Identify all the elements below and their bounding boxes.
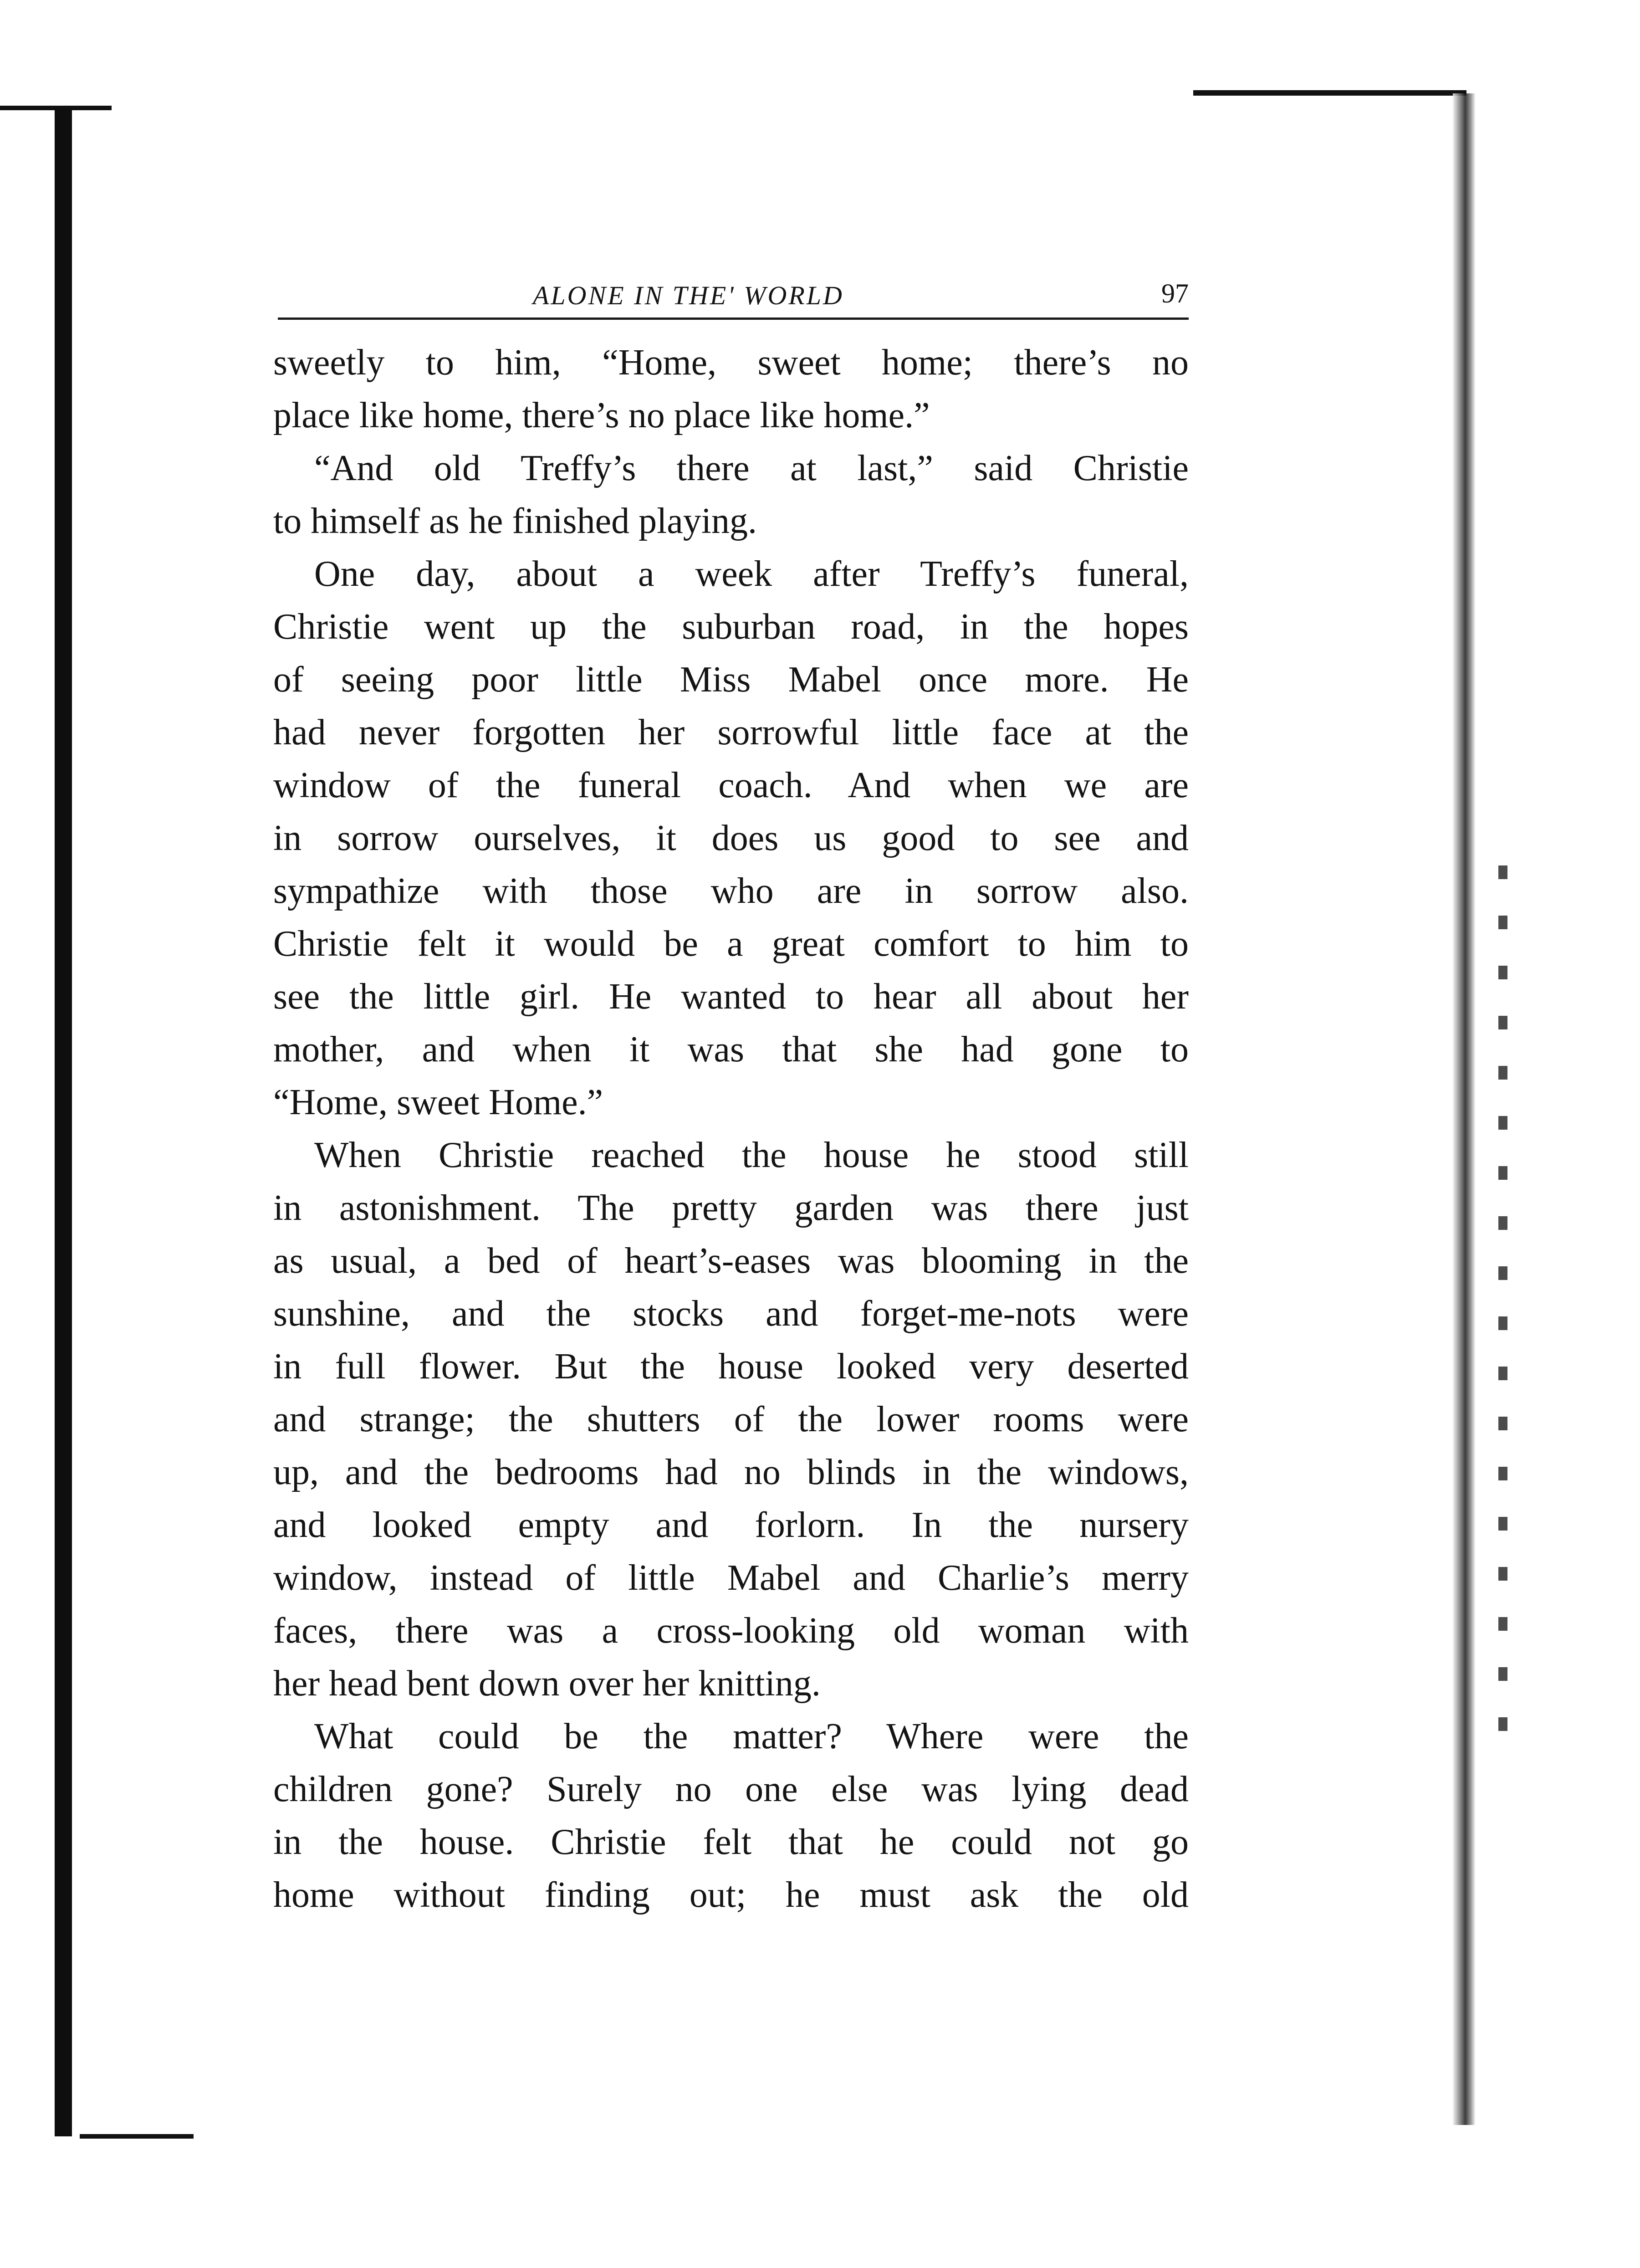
text-line: in full flower. But the house looked very deserted — [273, 1346, 1189, 1387]
text-line: children gone? Surely no one else was lying dead — [273, 1769, 1189, 1809]
text-line: in astonishment. The pretty garden was there just — [273, 1188, 1189, 1228]
text-line: to himself as he finished playing. — [273, 501, 757, 541]
text-line: and looked empty and forlorn. In the nursery — [273, 1505, 1189, 1545]
page-number: 97 — [1161, 278, 1189, 308]
text-line: up, and the bedrooms had no blinds in the windows, — [273, 1452, 1189, 1492]
text-line: sweetly to him, “Home, sweet home; there’s no — [273, 343, 1189, 383]
text-line: her head bent down over her knitting. — [273, 1664, 821, 1704]
text-line: Christie felt it would be a great comfort to him to — [273, 924, 1189, 964]
text-line: When Christie reached the house he stood still — [314, 1135, 1189, 1175]
running-title: ALONE IN THE' WORLD — [533, 281, 844, 310]
text-line: in the house. Christie felt that he could not go — [273, 1822, 1189, 1862]
text-line: place like home, there’s no place like home.” — [273, 395, 930, 435]
text-line: One day, about a week after Treffy’s funeral, — [314, 554, 1189, 594]
text-line: Christie went up the suburban road, in the hopes — [273, 607, 1189, 647]
text-line: as usual, a bed of heart’s-eases was blooming in the — [273, 1241, 1189, 1281]
text-line: What could be the matter? Where were the — [314, 1716, 1189, 1756]
text-line: see the little girl. He wanted to hear all about her — [273, 977, 1189, 1017]
text-line: home without finding out; he must ask the old — [273, 1875, 1189, 1915]
text-line: window, instead of little Mabel and Charlie’s merry — [273, 1558, 1189, 1598]
text-line: faces, there was a cross-looking old woman with — [273, 1611, 1189, 1651]
scan-binding-edge — [55, 109, 72, 2136]
scan-edge-top-right — [1193, 90, 1466, 96]
text-line: sympathize with those who are in sorrow also. — [273, 871, 1189, 911]
body-text — [273, 336, 1189, 1921]
text-line: “Home, sweet Home.” — [273, 1082, 603, 1122]
text-line: window of the funeral coach. And when we are — [273, 765, 1189, 805]
text-line: mother, and when it was that she had gone to — [273, 1029, 1189, 1070]
scan-edge-marks — [1498, 865, 1507, 1731]
scan-page-edge-right — [1453, 93, 1476, 2125]
text-line: “And old Treffy’s there at last,” said Christie — [314, 448, 1189, 488]
text-line: sunshine, and the stocks and forget-me-nots were — [273, 1294, 1189, 1334]
text-line: had never forgotten her sorrowful little face at the — [273, 712, 1189, 753]
text-line: of seeing poor little Miss Mabel once more. He — [273, 660, 1189, 700]
running-header — [278, 273, 1189, 319]
scan-edge-bottom-left — [80, 2134, 194, 2139]
text-line: and strange; the shutters of the lower rooms were — [273, 1399, 1189, 1439]
text-line: in sorrow ourselves, it does us good to see and — [273, 818, 1189, 858]
header-rule — [278, 317, 1189, 320]
